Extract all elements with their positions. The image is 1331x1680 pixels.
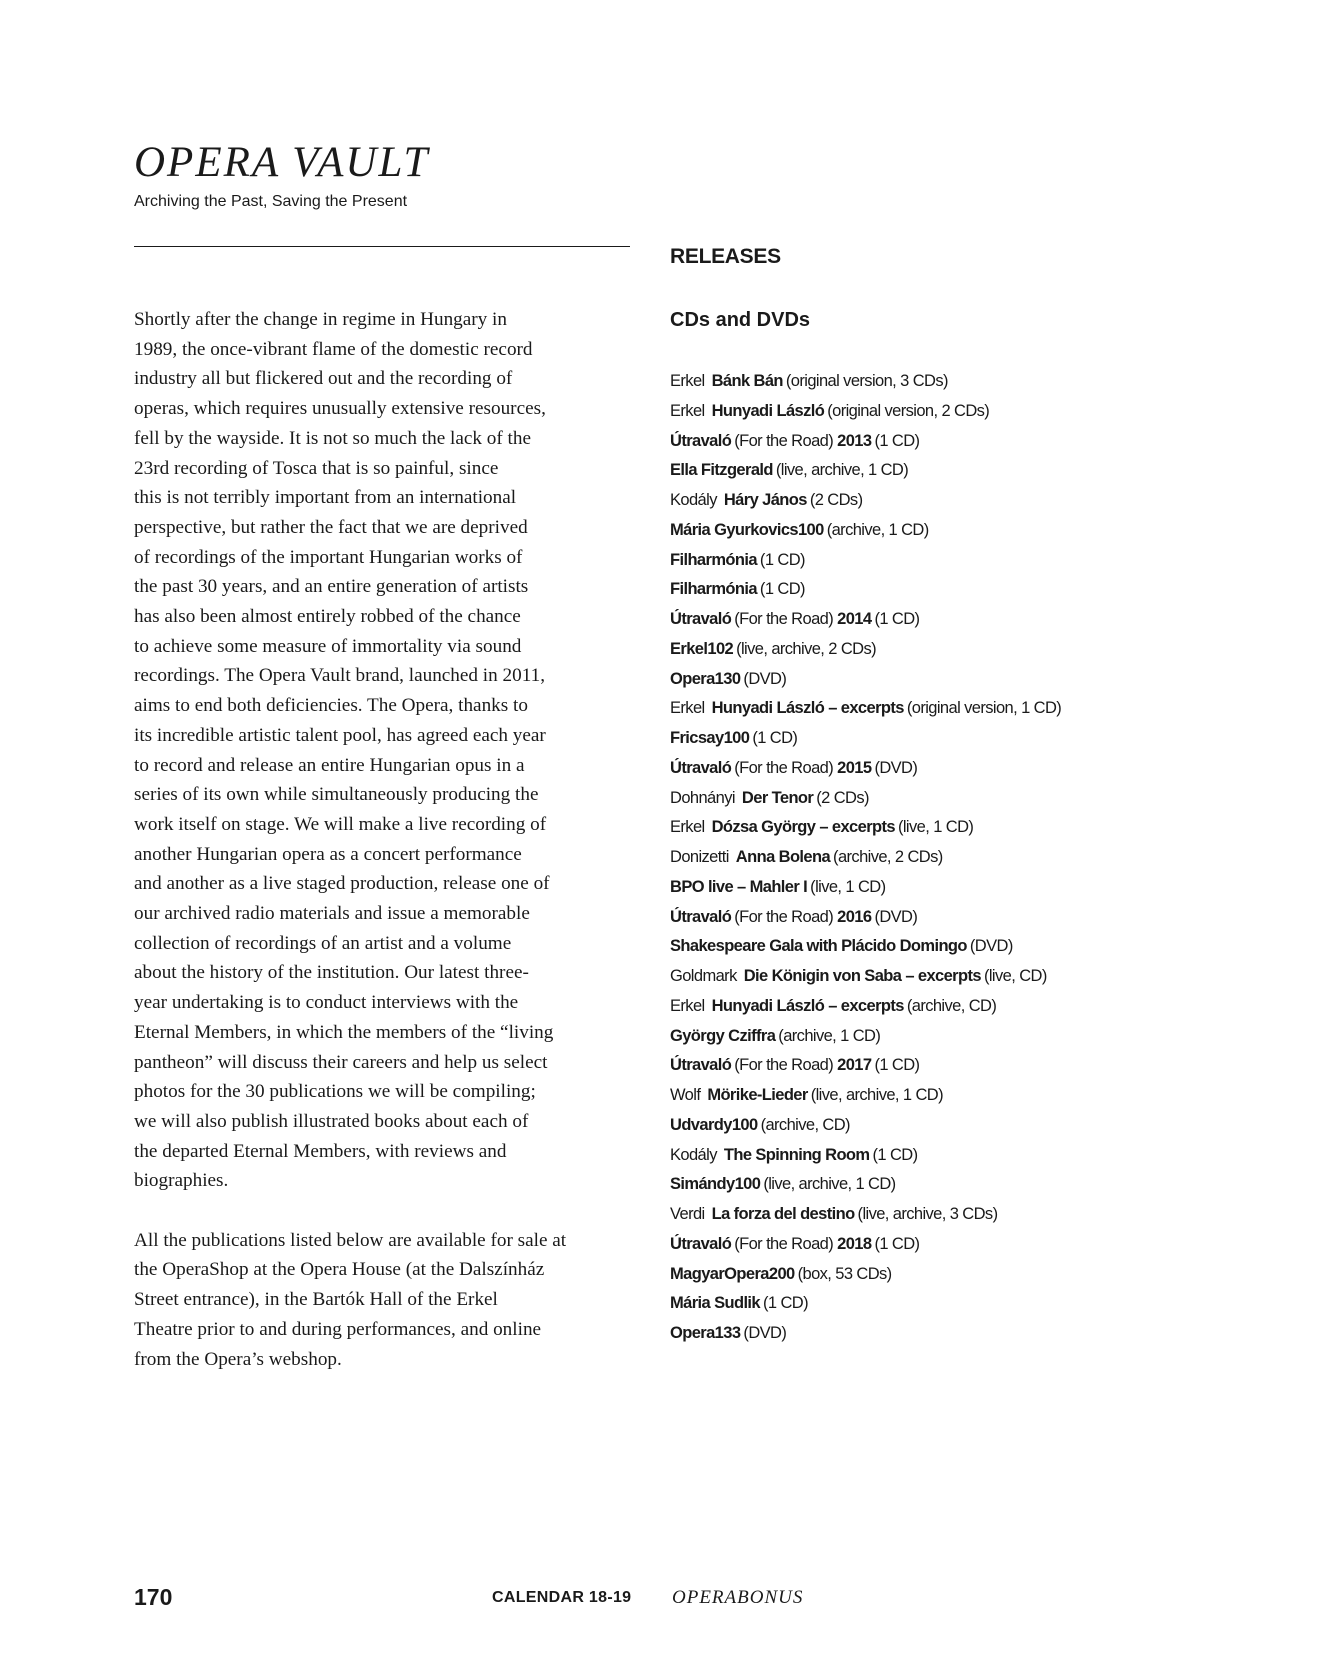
release-item (670, 605, 1061, 635)
release-detail: (For the Road) (734, 907, 834, 926)
release-item (670, 397, 1061, 427)
release-item (670, 1230, 1061, 1260)
release-format: (DVD) (874, 758, 918, 777)
release-item (670, 1319, 1061, 1349)
release-title: Simándy100 (670, 1175, 761, 1194)
release-title: György Cziffra (670, 1026, 776, 1045)
release-item (670, 635, 1061, 665)
body-paragraph: Shortly after the change in regime in Hungary in 1989, the once-vibrant flame of the domestic record industry all but flickered out and the recording of operas, which requires unusually extensive resources, fell by the wayside. It is not so much the lack of the 23rd recording of Tosca that is so painful, since this is not terribly important from an international perspective, but rather the fact that we are deprived of recordings of the important Hungarian works of the past 30 years, and an entire generation of artists has also been almost entirely robbed of the chance to achieve some measure of immortality via sound recordings. The Opera Vault brand, launched in 2011, aims to end both deficiencies. The Opera, thanks to its incredible artistic talent pool, has agreed each year to record and release an entire Hungarian opus in a series of its own while simultaneously producing the work itself on stage. We will make a live recording of another Hungarian opera as a concert performance and another as a live staged production, release one of our archived radio materials and issue a memorable collection of recordings of an artist and a volume about the history of the institution. Our latest three- year undertaking is to conduct interviews with the Eternal Members, in which the members of the “living pantheon” will discuss their careers and help us select photos for the 30 publications we will be compiling; we will also publish illustrated books about each of the departed Eternal Members, with reviews and biographies. (134, 309, 554, 1192)
release-composer: Kodály (670, 1145, 717, 1164)
release-year: 2015 (837, 758, 872, 777)
release-detail: (For the Road) (734, 1056, 834, 1075)
release-detail: (1 CD) (759, 580, 805, 599)
release-item (670, 1289, 1061, 1319)
release-title: Útravaló (670, 758, 732, 777)
release-title: BPO live – Mahler I (670, 877, 808, 896)
release-item (670, 516, 1061, 546)
release-composer: Donizetti (670, 848, 729, 866)
release-year: 2013 (837, 431, 872, 450)
release-item (670, 843, 1061, 873)
release-composer: Erkel (670, 372, 705, 390)
release-title: Útravaló (670, 610, 732, 628)
release-detail: (1 CD) (872, 1145, 918, 1164)
article-body (134, 305, 634, 1374)
release-item (670, 784, 1061, 814)
release-title: Háry János (723, 491, 807, 509)
release-item (670, 754, 1061, 784)
release-title: Mária Sudlik (670, 1294, 760, 1313)
release-detail: (box, 53 CDs) (797, 1264, 892, 1283)
release-composer: Erkel (670, 996, 705, 1015)
release-detail: (archive, 2 CDs) (833, 848, 943, 866)
release-composer: Erkel (670, 401, 705, 420)
release-detail: (original version, 3 CDs) (785, 372, 948, 390)
release-item (670, 546, 1061, 576)
release-detail: (live, archive, 2 CDs) (736, 639, 877, 658)
release-composer: Erkel (670, 699, 705, 718)
release-title: Dózsa György – excerpts (711, 818, 895, 837)
release-item (670, 665, 1061, 695)
release-year: 2016 (837, 907, 872, 926)
release-detail: (archive, CD) (906, 996, 997, 1015)
release-detail: (live, 1 CD) (810, 877, 886, 896)
release-item (670, 1051, 1061, 1081)
release-title: Fricsay100 (670, 729, 750, 747)
release-detail: (live, archive, 1 CD) (810, 1086, 943, 1104)
release-item (670, 1081, 1061, 1111)
release-item (670, 367, 1061, 397)
footer-brand: OPERABONUS (672, 1587, 804, 1608)
release-detail: (1 CD) (763, 1294, 808, 1313)
release-detail: (live, 1 CD) (897, 818, 974, 837)
release-item (670, 932, 1061, 962)
release-title: Filharmónia (670, 580, 757, 599)
release-detail: (archive, 1 CD) (826, 520, 929, 539)
release-title: Mörike-Lieder (707, 1086, 808, 1104)
release-item (670, 724, 1061, 754)
page-number: 170 (134, 1584, 173, 1610)
release-title: Útravaló (670, 1056, 732, 1075)
release-item (670, 873, 1061, 903)
release-title: Hunyadi László (711, 401, 825, 420)
release-title: Ella Fitzgerald (670, 461, 773, 480)
release-detail: (archive, CD) (760, 1115, 850, 1134)
release-item (670, 992, 1061, 1022)
release-year: 2018 (837, 1234, 872, 1253)
release-detail: (live, CD) (983, 967, 1047, 985)
cds-dvds-heading: CDs and DVDs (670, 309, 811, 331)
release-detail: (DVD) (743, 1324, 787, 1342)
release-detail: (live, archive, 1 CD) (775, 461, 909, 480)
release-year: 2017 (837, 1056, 872, 1075)
release-item (670, 486, 1061, 516)
release-item (670, 903, 1061, 933)
release-item (670, 962, 1061, 992)
release-title: Shakespeare Gala with Plácido Domingo (670, 937, 967, 956)
page-title: OPERA VAULT (134, 139, 430, 186)
release-detail: (For the Road) (734, 431, 834, 450)
release-item (670, 1200, 1061, 1230)
release-item (670, 1141, 1061, 1171)
release-item (670, 427, 1061, 457)
release-detail: (2 CDs) (809, 491, 863, 509)
release-detail: (live, archive, 3 CDs) (857, 1205, 998, 1223)
release-detail: (1 CD) (752, 729, 798, 747)
release-title: Opera130 (670, 669, 741, 688)
releases-heading: RELEASES (670, 245, 781, 268)
release-composer: Wolf (670, 1086, 701, 1104)
release-title: Útravaló (670, 431, 732, 450)
release-item (670, 1260, 1061, 1290)
release-title: Útravaló (670, 1234, 732, 1253)
release-item (670, 694, 1061, 724)
release-item (670, 456, 1061, 486)
release-title: Mária Gyurkovics100 (670, 520, 824, 539)
release-detail: (1 CD) (759, 550, 805, 569)
release-title: Udvardy100 (670, 1115, 758, 1134)
release-title: Erkel102 (670, 639, 734, 658)
release-composer: Kodály (670, 491, 717, 509)
release-detail: (DVD) (969, 937, 1013, 956)
release-title: Anna Bolena (735, 848, 831, 866)
release-format: (1 CD) (874, 431, 920, 450)
release-item (670, 1111, 1061, 1141)
footer-calendar: CALENDAR 18-19 (492, 1589, 632, 1606)
release-detail: (DVD) (743, 669, 787, 688)
release-title: Filharmónia (670, 550, 757, 569)
release-year: 2014 (837, 610, 872, 628)
release-title: Der Tenor (741, 788, 814, 807)
release-title: Hunyadi László – excerpts (711, 699, 904, 718)
page-subtitle: Archiving the Past, Saving the Present (134, 193, 408, 210)
release-item (670, 813, 1061, 843)
release-item (670, 575, 1061, 605)
release-item (670, 1170, 1061, 1200)
release-item (670, 1022, 1061, 1052)
release-title: La forza del destino (711, 1205, 855, 1223)
release-detail: (live, archive, 1 CD) (763, 1175, 896, 1194)
release-title: MagyarOpera200 (670, 1264, 795, 1283)
release-detail: (original version, 2 CDs) (827, 401, 990, 420)
release-detail: (original version, 1 CD) (906, 699, 1062, 718)
release-detail: (2 CDs) (816, 788, 869, 807)
release-title: Hunyadi László – excerpts (711, 996, 904, 1015)
release-composer: Goldmark (670, 967, 737, 985)
release-format: (1 CD) (874, 1056, 920, 1075)
release-title: Bánk Bán (711, 372, 783, 390)
release-detail: (For the Road) (734, 758, 834, 777)
release-detail: (archive, 1 CD) (778, 1026, 881, 1045)
release-format: (1 CD) (874, 1234, 920, 1253)
release-format: (DVD) (874, 907, 918, 926)
release-title: Die Königin von Saba – excerpts (743, 967, 981, 985)
release-composer: Verdi (670, 1205, 705, 1223)
release-detail: (For the Road) (734, 1234, 834, 1253)
release-title: Opera133 (670, 1324, 741, 1342)
body-paragraph: All the publications listed below are available for sale at the OperaShop at the Opera House (at the Dalszínház Street entrance), in the Bartók Hall of the Erkel Theatre prior to and during performances, and online from the Opera’s webshop. (134, 1229, 567, 1370)
release-composer: Erkel (670, 818, 705, 837)
releases-list (670, 367, 1061, 1349)
release-format: (1 CD) (874, 610, 920, 628)
release-title: Útravaló (670, 907, 732, 926)
release-title: The Spinning Room (723, 1145, 870, 1164)
release-detail: (For the Road) (734, 610, 834, 628)
title-divider (134, 246, 630, 247)
release-composer: Dohnányi (670, 788, 735, 807)
